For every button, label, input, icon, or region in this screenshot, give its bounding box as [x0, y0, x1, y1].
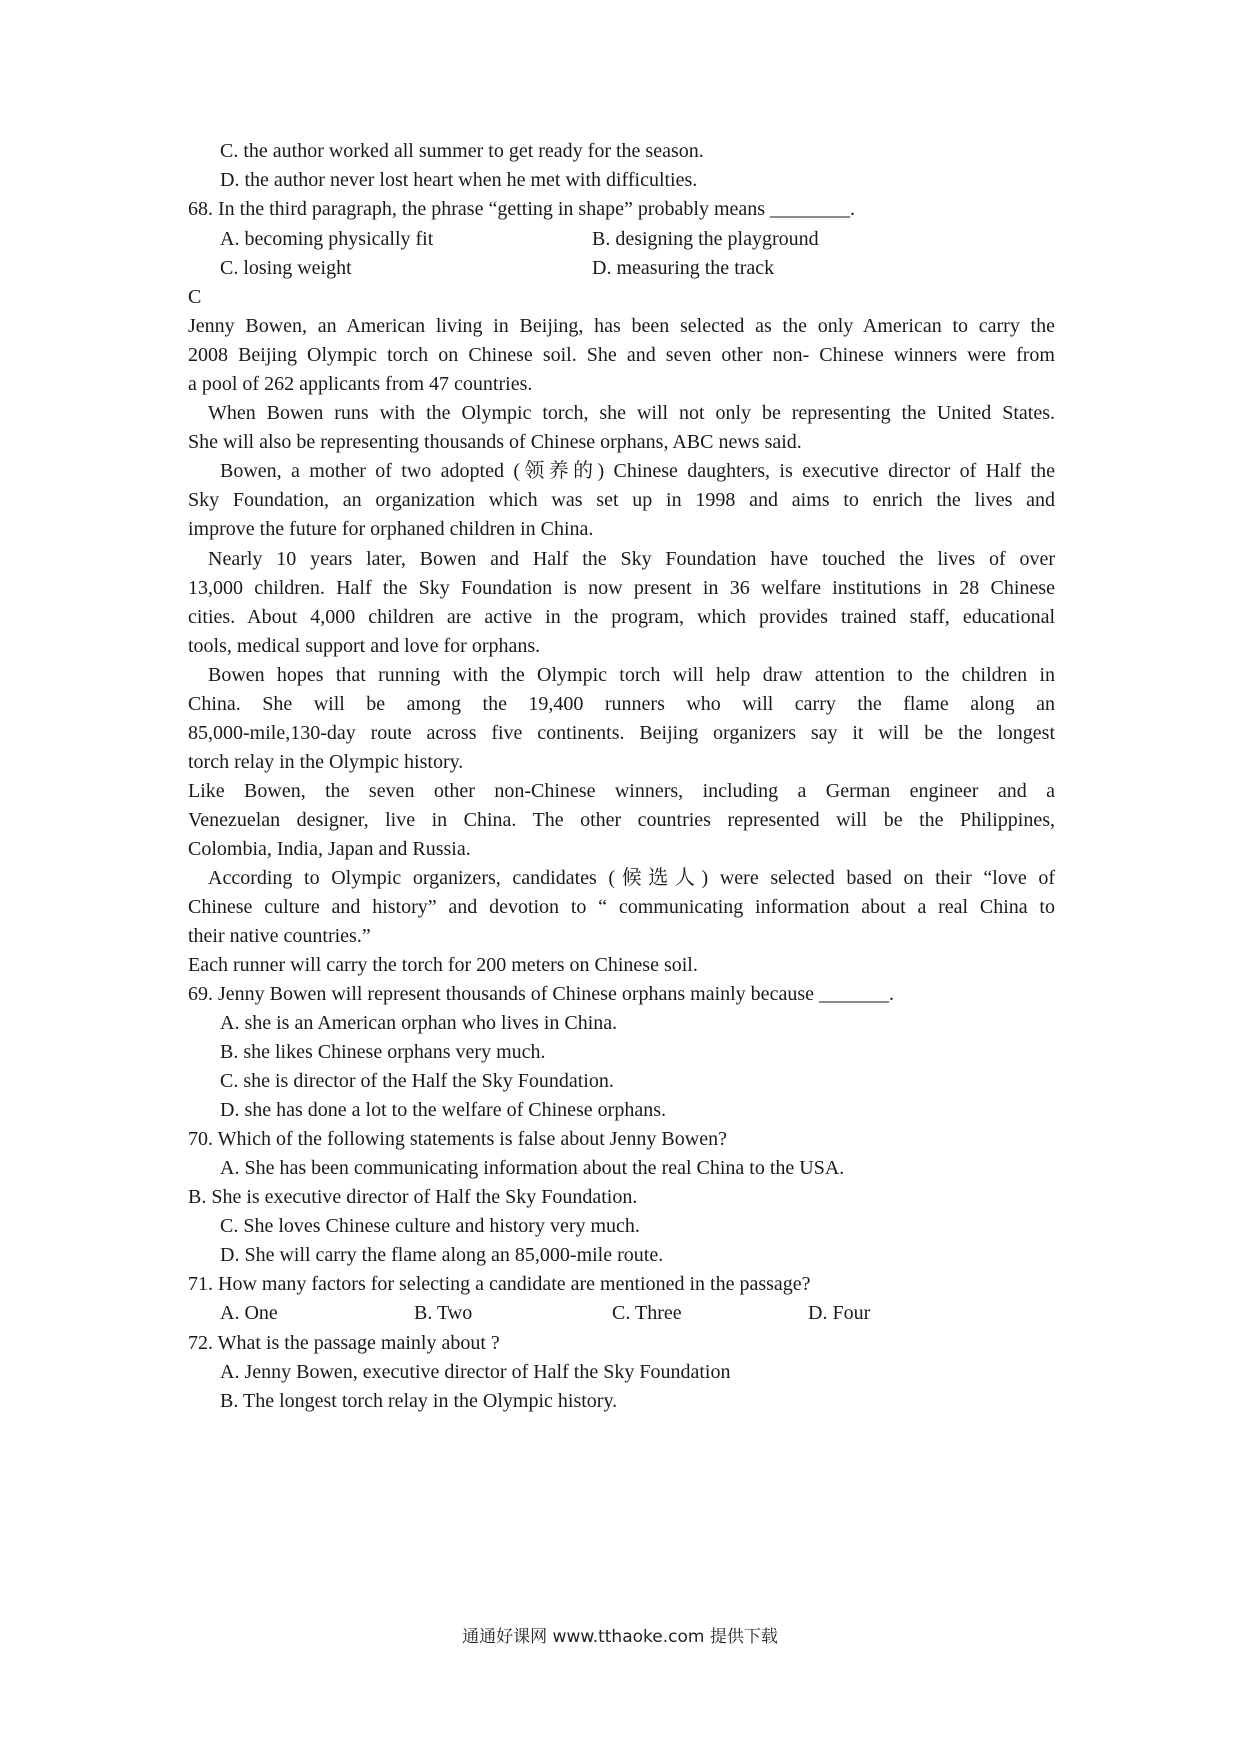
q67-option-d: D. the author never lost heart when he met with difficulties.	[220, 169, 698, 191]
passage-line: tools, medical support and love for orphans.	[188, 635, 541, 657]
q69-option-b: B. she likes Chinese orphans very much.	[220, 1041, 546, 1063]
q71-option-c: C. Three	[612, 1302, 682, 1324]
q72-option-a: A. Jenny Bowen, executive director of Half the Sky Foundation	[220, 1361, 731, 1383]
passage-line: 2008 Beijing Olympic torch on Chinese soil. She and seven other non- Chinese winners were from	[188, 344, 1055, 366]
q71-option-b: B. Two	[414, 1302, 473, 1324]
q68-stem: 68. In the third paragraph, the phrase “getting in shape” probably means ________.	[188, 198, 856, 220]
passage-line: Jenny Bowen, an American living in Beijing, has been selected as the only American to carry the	[188, 315, 1055, 337]
passage-heading: C	[188, 286, 202, 308]
q70-option-c: C. She loves Chinese culture and history very much.	[220, 1215, 640, 1237]
passage-line: When Bowen runs with the Olympic torch, she will not only be representing the United States.	[208, 402, 1055, 424]
q69-stem: 69. Jenny Bowen will represent thousands of Chinese orphans mainly because _______.	[188, 983, 894, 1005]
passage-line: improve the future for orphaned children in China.	[188, 518, 594, 540]
passage-line: Nearly 10 years later, Bowen and Half the Sky Foundation have touched the lives of over	[208, 548, 1055, 570]
passage-line: Venezuelan designer, live in China. The other countries represented will be the Philippines,	[188, 809, 1055, 831]
passage-line: a pool of 262 applicants from 47 countries.	[188, 373, 533, 395]
passage-line: Colombia, India, Japan and Russia.	[188, 838, 471, 860]
passage-line: Sky Foundation, an organization which was set up in 1998 and aims to enrich the lives and	[188, 489, 1055, 511]
q71-option-d: D. Four	[808, 1302, 871, 1324]
passage-line: Chinese culture and history” and devotion to “ communicating information about a real China to	[188, 896, 1055, 918]
passage-line: cities. About 4,000 children are active in the program, which provides trained staff, educational	[188, 606, 1055, 628]
passage-line: China. She will be among the 19,400 runners who will carry the flame along an	[188, 693, 1055, 715]
q70-option-a: A. She has been communicating information about the real China to the USA.	[220, 1157, 845, 1179]
passage-line: Like Bowen, the seven other non-Chinese winners, including a German engineer and a	[188, 780, 1055, 802]
q67-option-c: C. the author worked all summer to get ready for the season.	[220, 140, 704, 162]
q69-option-a: A. she is an American orphan who lives in China.	[220, 1012, 618, 1034]
q70-stem: 70. Which of the following statements is false about Jenny Bowen?	[188, 1128, 727, 1150]
passage-line: Each runner will carry the torch for 200 meters on Chinese soil.	[188, 954, 698, 976]
passage-line: According to Olympic organizers, candidates (候选人) were selected based on their “love of	[208, 867, 1055, 889]
q68-option-a: A. becoming physically fit	[220, 228, 434, 250]
passage-line: 13,000 children. Half the Sky Foundation is now present in 36 welfare institutions in 28 Chinese	[188, 577, 1055, 599]
q70-option-d: D. She will carry the flame along an 85,000-mile route.	[220, 1244, 664, 1266]
page-footer: 通通好课网 www.tthaoke.com 提供下载	[462, 1627, 778, 1647]
q68-option-c: C. losing weight	[220, 257, 352, 279]
passage-line: 85,000-mile,130-day route across five continents. Beijing organizers say it will be the longest	[188, 722, 1055, 744]
q70-option-b: B. She is executive director of Half the Sky Foundation.	[188, 1186, 638, 1208]
q71-stem: 71. How many factors for selecting a candidate are mentioned in the passage?	[188, 1273, 811, 1295]
q68-option-b: B. designing the playground	[592, 228, 819, 250]
q69-option-c: C. she is director of the Half the Sky Foundation.	[220, 1070, 614, 1092]
passage-line: Bowen, a mother of two adopted (领养的) Chinese daughters, is executive director of Half the	[220, 460, 1055, 482]
passage-line: torch relay in the Olympic history.	[188, 751, 464, 773]
passage-line: She will also be representing thousands of Chinese orphans, ABC news said.	[188, 431, 802, 453]
passage-line: their native countries.”	[188, 925, 371, 947]
q68-option-d: D. measuring the track	[592, 257, 775, 279]
q69-option-d: D. she has done a lot to the welfare of Chinese orphans.	[220, 1099, 666, 1121]
q71-option-a: A. One	[220, 1302, 278, 1324]
q72-stem: 72. What is the passage mainly about ?	[188, 1332, 500, 1354]
q72-option-b: B. The longest torch relay in the Olympic history.	[220, 1390, 618, 1412]
passage-line: Bowen hopes that running with the Olympic torch will help draw attention to the children in	[208, 664, 1055, 686]
